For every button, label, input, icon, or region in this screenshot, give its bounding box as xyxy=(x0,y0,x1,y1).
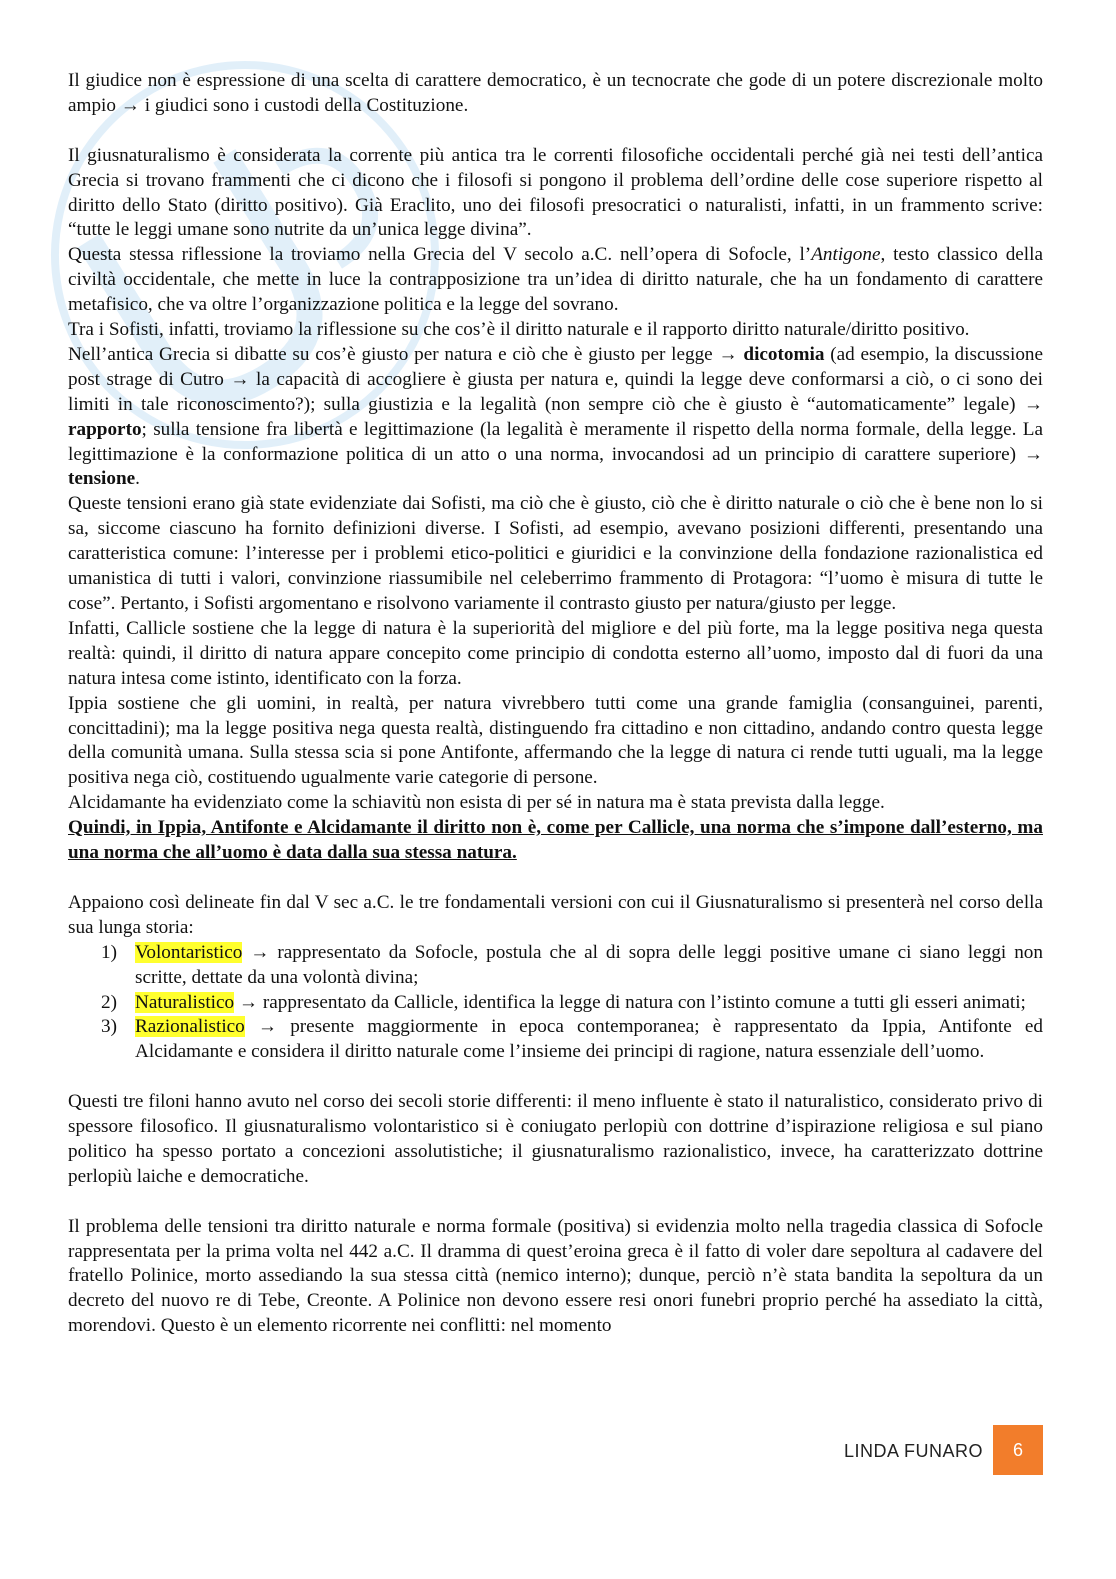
paragraph-alcidamante: Alcidamante ha evidenziato come la schiavitù non esista di per sé in natura ma è stata prevista dalla legge. xyxy=(68,792,885,814)
footer-author: LINDA FUNARO xyxy=(843,1441,983,1461)
page-body xyxy=(68,69,1043,1339)
arrow-icon: → xyxy=(238,991,259,1013)
paragraph-versions-intro: Appaiono così delineate fin dal V sec a.C. le tre fondamentali versioni con cui il Giusnaturalismo si presenterà nel corso della sua lunga storia: xyxy=(68,891,1043,938)
arrow-icon: → xyxy=(257,1016,278,1038)
list-item: 2) Naturalistico → rappresentato da Callicle, identifica la legge di natura con l’istinto comune a tutti gli esseri animati; xyxy=(101,991,1026,1013)
highlighted-term: Volontaristico xyxy=(135,941,243,963)
paragraph-tensioni: Queste tensioni erano già state evidenziate dai Sofisti, ma ciò che è giusto, ciò che è diritto naturale o ciò che è bene non lo si sa, siccome ciascuno ha fornito definizioni diverse. I Sofisti, ad esempio, avevano posizioni differenti, presentando una caratteristica comune: l’interesse per i problemi etico-politici e giuridici e la convinzione della fondazione razionalistica ed umanistica di tutti i valori, convinzione riassumibile nel celeberrimo frammento di Protagora: “l’uomo è misura di tutte le cose”. Pertanto, i Sofisti argomentano e risolvono variamente il contrasto giusto per natura/giusto per legge. xyxy=(68,493,1043,615)
arrow-icon: → xyxy=(250,941,270,963)
paragraph-callicle: Infatti, Callicle sostiene che la legge di natura è la superiorità del migliore e del più forte, ma la legge positiva nega questa realtà: quindi, il diritto di natura appare concepito come principio di condotta esterno all’uomo, imposto dal di fuori da una natura intesa come istinto, identificato con la forza. xyxy=(68,617,1043,689)
page-number-badge: 6 xyxy=(993,1425,1043,1475)
paragraph-conclusion: Quindi, in Ippia, Antifonte e Alcidamante il diritto non è, come per Callicle, una norma che s’impone dall’esterno, ma una norma che all’uomo è data dalla sua stessa natura. xyxy=(68,817,1043,864)
arrow-icon: → xyxy=(120,94,140,116)
highlighted-term: Naturalistico xyxy=(135,991,235,1013)
paragraph-filoni: Questi tre filoni hanno avuto nel corso dei secoli storie differenti: il meno influente è stato il naturalistico, considerato privo di spessore filosofico. Il giusnaturalismo volontaristico si è coniugato perlopiù con dottrine d’ispirazione religiosa e sul piano politico ha spesso portato a concezioni assolutistiche; il giusnaturalismo razionalistico, invece, ha caratterizzato dottrine perlopiù laiche e democratiche. xyxy=(68,1091,1043,1187)
paragraph-tragedia: Il problema delle tensioni tra diritto naturale e norma formale (positiva) si evidenzia molto nella tragedia classica di Sofocle rappresentata per la prima volta nel 442 a.C. Il dramma di quest’eroina greca è il fatto di voler dare sepoltura al cadavere del fratello Polinice, morto assediando la sua stessa città (nemico interno); dunque, perciò n’è stata bandita la sepoltura da un decreto del nuovo re di Tebe, Creonte. A Polinice non devono essere resi onori funebri proprio perché ha assediato la città, morendovi. Questo è un elemento ricorrente nei conflitti: nel momento xyxy=(68,1215,1043,1337)
arrow-icon: → xyxy=(230,368,250,390)
arrow-icon: → xyxy=(1023,393,1043,415)
arrow-icon: → xyxy=(1023,443,1043,465)
list-item: 3) Razionalistico → presente maggiormente in epoca contemporanea; è rappresentato da Ippia, Antifonte ed Alcidamante e considera il diritto naturale come l’insieme dei principi di ragione, natura essenziale dell’uomo. xyxy=(101,1016,1043,1063)
paragraph-antigone: Questa stessa riflessione la troviamo nella Grecia del V secolo a.C. nell’opera di Sofocle, l’Antigone, testo classico della civiltà occidentale, che mette in luce la contrapposizione tra un’idea di diritto naturale, che ha un fondamento di carattere metafisico, che va oltre l’organizzazione politica e la legge del sovrano. xyxy=(68,244,1043,316)
paragraph-giusnaturalismo: Il giusnaturalismo è considerata la corrente più antica tra le correnti filosofiche occidentali perché già nei testi dell’antica Grecia si trovano frammenti che ci dicono che i filosofi si pongono il problema dell’ordine delle cose superiore rispetto al diritto dello Stato (diritto positivo). Già Eraclito, uno dei filosofi presocratici o naturalisti, infatti, in un frammento scrive: “tutte le leggi umane sono nutrite da un’unica legge divina”. xyxy=(68,144,1043,241)
list-item: 1) Volontaristico → rappresentato da Sofocle, postula che al di sopra delle leggi positive umane ci siano leggi non scritte, dettate da una volontà divina; xyxy=(101,941,1043,988)
paragraph-dicotomia: Nell’antica Grecia si dibatte su cos’è giusto per natura e ciò che è giusto per legge → dicotomia (ad esempio, la discussione post strage di Cutro → la capacità di accogliere è giusta per natura e, quindi la legge deve conformarsi a ciò, o ci sono dei limiti in tale riconoscimento?); sulla giustizia e la legalità (non sempre ciò che è giusto è “automaticamente” legale) → rapporto; sulla tensione fra libertà e legittimazione (la legalità è meramente il rispetto della norma formale, della legge. La legittimazione è la conformazione politica di un atto o una norma, invocandosi ad un principio di carattere superiore) → tensione. xyxy=(68,343,1044,490)
versions-list xyxy=(68,941,1043,1066)
paragraph-sofisti: Tra i Sofisti, infatti, troviamo la riflessione su che cos’è il diritto naturale e il rapporto diritto naturale/diritto positivo. xyxy=(68,319,970,341)
paragraph-judge: Il giudice non è espressione di una scelta di carattere democratico, è un tecnocrate che gode di un potere discrezionale molto ampio → i giudici sono i custodi della Costituzione. xyxy=(68,70,1043,116)
arrow-icon: → xyxy=(718,343,738,365)
page-footer xyxy=(0,1425,1116,1477)
paragraph-ippia: Ippia sostiene che gli uomini, in realtà, per natura vivrebbero tutti come una grande famiglia (consanguinei, parenti, concittadini); ma la legge positiva nega questa realtà, distinguendo fra cittadino e non cittadino, andando contro questa legge della comunità umana. Sulla stessa scia si pone Antifonte, affermando che la legge di natura ci rende tutti uguali, ma la legge positiva nega ciò, costituendo ugualmente varie categorie di persone. xyxy=(68,692,1043,789)
highlighted-term: Razionalistico xyxy=(135,1016,245,1038)
